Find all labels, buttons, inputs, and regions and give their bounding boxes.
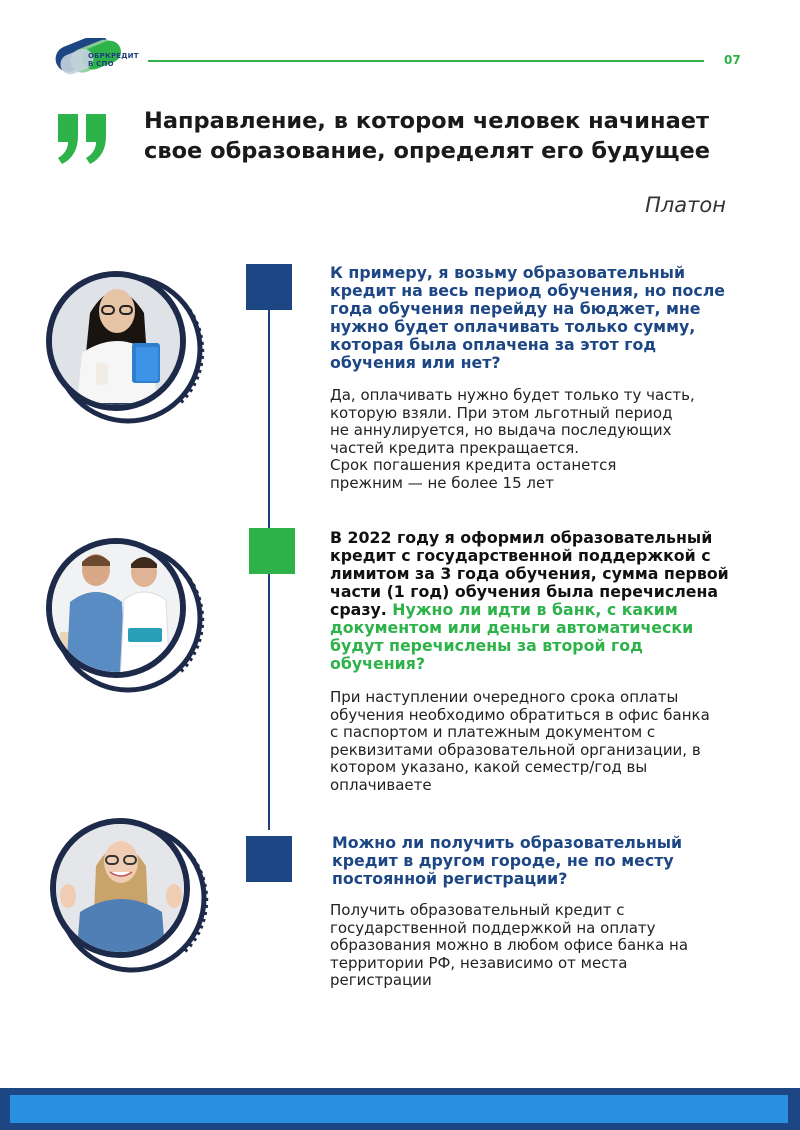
answer-2: При наступлении очередного срока оплаты обучения необходимо обратиться в офис банка с паспортом и платежным документом с реквизитами образовательной организации, в котором указано, какой семестр/год вы оплачиваете <box>330 688 710 794</box>
quote-mark-icon <box>56 112 108 166</box>
photo-two-men <box>40 532 208 700</box>
timeline-marker-1 <box>246 264 292 310</box>
question-3: Можно ли получить образовательный кредит в другом городе, не по месту постоянной регистрации? <box>332 833 683 888</box>
photo-smiling-woman <box>44 812 212 980</box>
answer-3: Получить образовательный кредит с государственной поддержкой на оплату образования можно в любом офисе банка на территории РФ, независимо от места регистрации <box>330 901 689 989</box>
photo-student-girl <box>40 263 208 431</box>
timeline-marker-2 <box>249 528 295 574</box>
timeline-marker-3 <box>246 836 292 882</box>
question-2: В 2022 году я оформил образовательный кредит с государственной поддержкой с лимитом за 3 года обучения, сумма первой части (1 год) обучения была перечислена сразу. Нужно ли идти в банк, с каким документом или деньги автоматически будут перечислены за второй год обучения? <box>330 528 729 673</box>
quote-text: Направление, в котором человек начинает свое образование, определят его будущее <box>144 108 711 164</box>
question-1: К примеру, я возьму образовательный кредит на весь период обучения, но после года обучения перейду на бюджет, мне нужно будет оплачивать только сумму, которая была оплачена за этот год обучения или нет? <box>330 263 726 372</box>
answer-1: Да, оплачивать нужно будет только ту часть, которую взяли. При этом льготный период не аннулируется, но выдача последующих частей кредита прекращается. Срок погашения кредита останется прежним — не более 15 лет <box>330 386 695 492</box>
footer-accent-bar <box>10 1095 788 1123</box>
header-divider <box>148 60 704 62</box>
page-number: 07 <box>724 53 741 67</box>
logo-text: ОБРКРЕДИТ В СПО <box>88 52 139 68</box>
quote-author: Платон <box>645 193 726 217</box>
